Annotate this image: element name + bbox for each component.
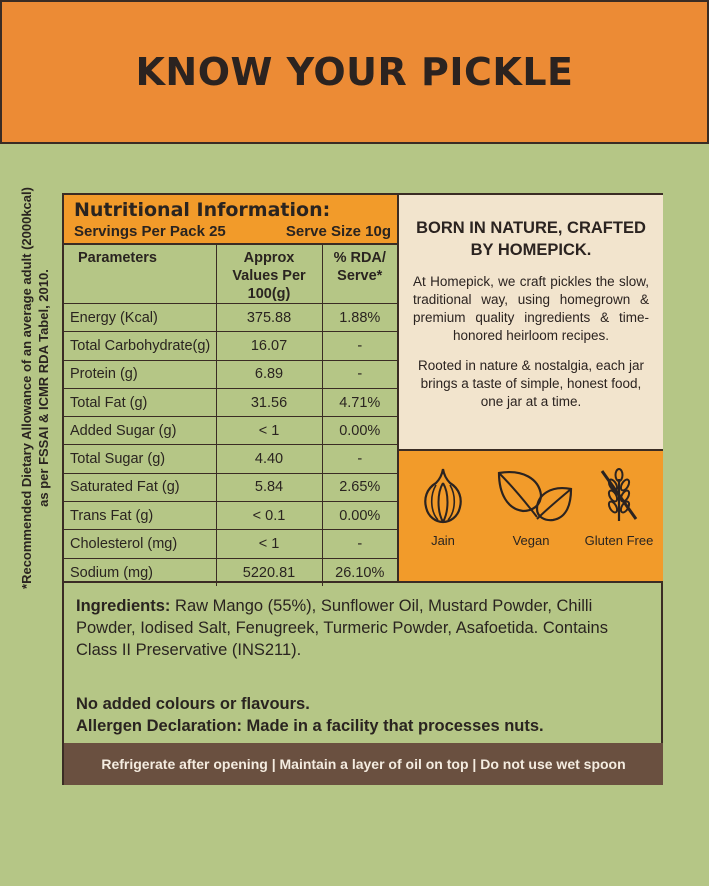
row-name: Cholesterol (mg) (64, 530, 216, 558)
page-title: KNOW YOUR PICKLE (135, 50, 574, 94)
badge-vegan-label: Vegan (512, 533, 550, 548)
row-value: 6.89 (216, 360, 322, 388)
allergen-declaration: Allergen Declaration: Made in a facility that processes nuts. (76, 717, 544, 735)
brand-heading: BORN IN NATURE, CRAFTED BY HOMEPICK. (416, 219, 646, 259)
nutrition-table-panel (64, 195, 399, 581)
badge-gluten-free-label: Gluten Free (584, 533, 654, 548)
badge-jain-label: Jain (431, 533, 455, 548)
brand-paragraph-2: Rooted in nature & nostalgia, each jar brings a taste of simple, honest food, one jar at a time. (418, 358, 644, 409)
ingredients-label: Ingredients: (76, 597, 171, 615)
row-name: Saturated Fat (g) (64, 473, 216, 501)
brand-paragraph-1: At Homepick, we craft pickles the slow, traditional way, using homegrown & premium quality ingredients & time-honored heirloom recipes. (413, 274, 649, 343)
badge-jain (405, 465, 481, 581)
brand-story (399, 195, 663, 451)
row-name: Sodium (mg) (64, 558, 216, 586)
row-name: Energy (Kcal) (64, 304, 216, 332)
diet-badges (399, 451, 663, 581)
row-rda: 2.65% (322, 473, 397, 501)
row-name: Protein (g) (64, 360, 216, 388)
row-rda: 1.88% (322, 304, 397, 332)
column-header-rda: % RDA/ Serve* (322, 245, 397, 304)
table-row (64, 530, 397, 558)
row-rda: - (322, 332, 397, 360)
row-value: 5220.81 (216, 558, 322, 586)
leaves-icon (493, 465, 577, 525)
label-panel (62, 193, 663, 785)
table-row (64, 360, 397, 388)
row-rda: - (322, 360, 397, 388)
servings-per-pack: Servings Per Pack 25 (74, 223, 226, 240)
column-header-values: Approx Values Per 100(g) (216, 245, 322, 304)
table-row (64, 332, 397, 360)
table-row (64, 473, 397, 501)
row-name: Total Sugar (g) (64, 445, 216, 473)
ingredients-text (76, 595, 651, 661)
table-row (64, 388, 397, 416)
badge-gluten-free (581, 465, 657, 581)
table-row (64, 304, 397, 332)
row-rda: 26.10% (335, 564, 385, 581)
row-name: Added Sugar (g) (64, 417, 216, 445)
rda-footnote: *Recommended Dietary Allowance of an average adult (2000kcal) as per FSSAI & ICMR RDA Tabel, 2010. (19, 187, 51, 589)
row-value: < 0.1 (216, 502, 322, 530)
column-header-parameters: Parameters (64, 245, 216, 304)
no-wheat-icon (594, 465, 644, 525)
row-value: 4.40 (216, 445, 322, 473)
row-name: Total Carbohydrate(g) (64, 332, 216, 360)
row-name: Trans Fat (g) (64, 502, 216, 530)
row-value: 5.84 (216, 473, 322, 501)
header-banner (0, 0, 709, 144)
row-name: Total Fat (g) (64, 388, 216, 416)
table-header-row (64, 245, 397, 304)
row-rda: 0.00% (322, 417, 397, 445)
ingredients-list: Raw Mango (55%), Sunflower Oil, Mustard Powder, Chilli Powder, Iodised Salt, Fenugreek, Turmeric Powder, Asafoetida. Contains Class II Preservative (INS211). (76, 597, 608, 659)
row-rda: - (322, 445, 397, 473)
nutrition-header (64, 195, 397, 245)
storage-instructions: Refrigerate after opening | Maintain a layer of oil on top | Do not use wet spoon (64, 743, 663, 785)
nutrition-table (64, 245, 397, 586)
no-added-colours: No added colours or flavours. (76, 695, 310, 713)
ingredients-section (64, 581, 663, 743)
row-value: 375.88 (216, 304, 322, 332)
table-row (64, 417, 397, 445)
row-rda: 4.71% (322, 388, 397, 416)
garlic-icon (418, 465, 468, 525)
row-value: < 1 (216, 530, 322, 558)
row-rda: - (322, 530, 397, 558)
badge-vegan (493, 465, 569, 581)
row-value: 31.56 (216, 388, 322, 416)
row-value: 16.07 (216, 332, 322, 360)
serve-size: Serve Size 10g (285, 223, 391, 240)
table-row (64, 445, 397, 473)
row-rda: 0.00% (322, 502, 397, 530)
table-row (64, 502, 397, 530)
nutrition-title: Nutritional Information: (74, 199, 331, 221)
row-value: < 1 (216, 417, 322, 445)
